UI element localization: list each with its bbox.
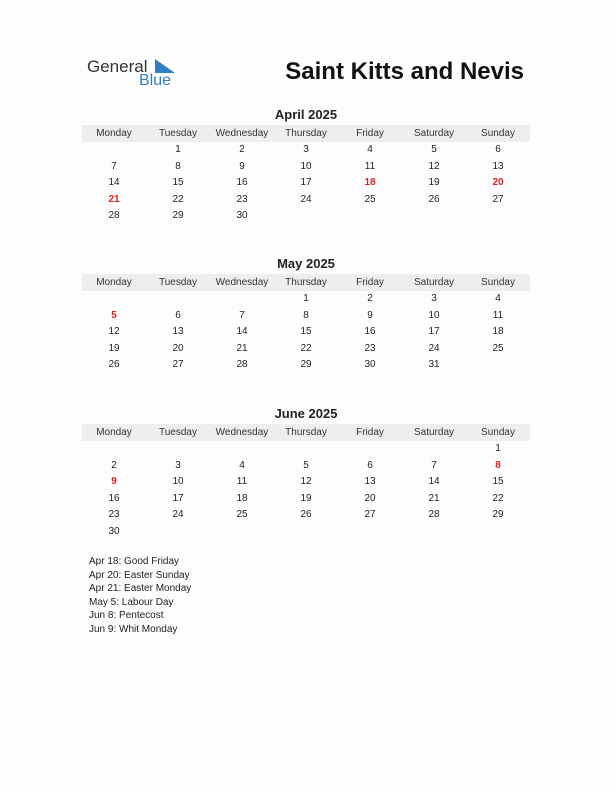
holiday-list [89, 555, 191, 636]
day-cell [466, 524, 530, 541]
day-cell [274, 524, 338, 541]
day-cell: 31 [428, 359, 440, 370]
day-cell [274, 441, 338, 458]
week-row [82, 491, 530, 508]
day-cell: 13 [492, 160, 504, 172]
holiday-item: Jun 8: Pentecost [89, 610, 164, 621]
day-cell: 6 [495, 144, 501, 155]
day-cell: 8 [495, 459, 501, 471]
day-cell: 27 [172, 359, 184, 370]
logo-text-blue: Blue [139, 72, 172, 89]
logo-text-general: General [87, 57, 148, 76]
day-cell: 25 [364, 193, 376, 205]
weekday-label: Monday [96, 128, 132, 139]
page-title: Saint Kitts and Nevis [285, 58, 524, 85]
day-cell: 15 [300, 326, 312, 337]
day-cell: 23 [236, 193, 248, 205]
weekday-label: Wednesday [215, 128, 269, 139]
day-cell: 17 [428, 326, 440, 337]
weekday-label: Thursday [285, 427, 327, 438]
holiday-item: Jun 9: Whit Monday [89, 623, 178, 635]
weekday-label: Saturday [413, 427, 455, 438]
holiday-item: May 5: Labour Day [89, 596, 174, 608]
weekday-header [82, 125, 530, 142]
day-cell [82, 441, 146, 458]
day-cell: 15 [492, 476, 504, 487]
month-title: April 2025 [274, 107, 338, 122]
day-cell: 14 [108, 177, 120, 188]
day-cell: 30 [108, 525, 120, 537]
week-row [82, 192, 530, 209]
month-title: June 2025 [274, 406, 338, 421]
day-cell: 14 [236, 326, 248, 337]
day-cell: 19 [428, 177, 440, 188]
day-cell: 21 [428, 492, 440, 504]
week-row [82, 507, 530, 524]
weekday-label: Friday [356, 277, 384, 288]
weekday-label: Sunday [481, 427, 515, 438]
day-cell: 29 [172, 210, 184, 221]
weekday-header [82, 274, 530, 291]
holiday-item: Apr 21: Easter Monday [89, 583, 192, 594]
day-cell: 1 [303, 293, 309, 304]
day-cell: 18 [492, 326, 504, 337]
day-cell: 26 [108, 359, 120, 370]
day-cell: 6 [175, 309, 181, 321]
day-cell [146, 524, 210, 541]
day-cell: 3 [303, 144, 309, 155]
day-cell: 7 [239, 309, 245, 321]
week-row [82, 324, 530, 341]
day-cell: 27 [492, 193, 504, 205]
day-cell: 5 [303, 459, 309, 471]
weekday-header [82, 424, 530, 441]
day-cell: 16 [108, 492, 120, 504]
weekday-label: Sunday [481, 277, 515, 288]
day-cell [82, 291, 146, 308]
week-row [82, 308, 530, 325]
day-cell: 22 [492, 492, 504, 504]
day-cell: 18 [236, 492, 248, 504]
week-row [82, 524, 530, 541]
day-cell: 3 [175, 459, 181, 471]
day-cell: 20 [364, 492, 376, 504]
day-cell: 4 [495, 293, 501, 304]
week-row [82, 441, 530, 458]
day-cell: 20 [492, 177, 504, 188]
day-cell: 16 [364, 326, 376, 337]
day-cell: 21 [108, 193, 120, 205]
day-cell: 1 [175, 144, 181, 155]
month-block [82, 406, 530, 540]
day-cell: 11 [492, 309, 504, 321]
day-cell: 25 [236, 509, 248, 520]
day-cell: 30 [364, 359, 376, 370]
month-title: May 2025 [277, 256, 335, 271]
weekday-label: Wednesday [215, 427, 269, 438]
weekday-label: Saturday [413, 128, 455, 139]
day-cell: 26 [428, 193, 440, 205]
day-cell: 12 [300, 476, 312, 487]
day-cell: 7 [431, 459, 437, 471]
day-cell: 16 [236, 177, 248, 188]
week-row [82, 208, 530, 225]
day-cell: 20 [172, 342, 184, 354]
day-cell [146, 291, 210, 308]
day-cell: 19 [108, 342, 120, 354]
day-cell: 23 [108, 509, 120, 520]
week-row [82, 159, 530, 176]
week-row [82, 357, 530, 374]
day-cell: 30 [236, 210, 248, 221]
day-cell [338, 208, 402, 225]
week-row [82, 474, 530, 491]
weekday-label: Tuesday [159, 427, 197, 438]
day-cell: 11 [236, 476, 248, 487]
day-cell: 17 [172, 492, 184, 504]
day-cell: 26 [300, 509, 312, 520]
day-cell: 2 [239, 144, 245, 155]
day-cell: 23 [364, 342, 376, 354]
day-cell: 12 [108, 326, 120, 337]
day-cell: 29 [300, 359, 312, 370]
day-cell: 19 [300, 492, 312, 504]
week-row [82, 175, 530, 192]
day-cell: 13 [172, 326, 184, 337]
day-cell: 9 [367, 309, 373, 321]
day-cell: 8 [303, 309, 309, 321]
day-cell [402, 441, 466, 458]
day-cell: 22 [300, 342, 312, 354]
day-cell: 4 [239, 459, 245, 471]
day-cell: 14 [428, 476, 440, 487]
day-cell [82, 142, 146, 159]
day-cell: 7 [111, 160, 117, 172]
day-cell: 28 [428, 509, 440, 520]
weekday-label: Tuesday [159, 128, 197, 139]
day-cell: 25 [492, 342, 504, 354]
holiday-item: Apr 18: Good Friday [89, 556, 180, 567]
month-block [82, 107, 530, 225]
weekday-label: Saturday [413, 277, 455, 288]
weekday-label: Friday [356, 427, 384, 438]
generalblue-logo [87, 55, 187, 95]
day-cell: 10 [428, 309, 440, 321]
day-cell: 11 [364, 160, 376, 172]
day-cell: 4 [367, 144, 373, 155]
day-cell: 17 [300, 177, 312, 188]
day-cell: 27 [364, 509, 376, 520]
day-cell: 28 [236, 359, 248, 370]
day-cell: 18 [364, 177, 376, 188]
holiday-item: Apr 20: Easter Sunday [89, 569, 190, 581]
day-cell: 6 [367, 459, 373, 471]
day-cell [210, 291, 274, 308]
week-row [82, 341, 530, 358]
weekday-label: Sunday [481, 128, 515, 139]
day-cell: 5 [111, 309, 117, 321]
weekday-label: Thursday [285, 277, 327, 288]
day-cell [466, 357, 530, 374]
day-cell: 24 [428, 342, 440, 354]
day-cell: 24 [300, 193, 312, 205]
weekday-label: Monday [96, 277, 132, 288]
day-cell: 9 [111, 476, 117, 487]
weekday-label: Tuesday [159, 277, 197, 288]
day-cell: 13 [364, 476, 376, 487]
week-row [82, 142, 530, 159]
day-cell: 5 [431, 144, 437, 155]
day-cell: 15 [172, 177, 184, 188]
day-cell: 2 [111, 459, 117, 471]
day-cell: 2 [367, 293, 373, 304]
day-cell: 9 [239, 160, 245, 172]
day-cell: 12 [428, 160, 440, 172]
day-cell: 10 [172, 476, 184, 487]
day-cell: 28 [108, 210, 120, 221]
weekday-label: Thursday [285, 128, 327, 139]
day-cell: 21 [236, 342, 248, 354]
day-cell: 8 [175, 160, 181, 172]
weekday-label: Monday [96, 427, 132, 438]
day-cell [210, 524, 274, 541]
weekday-label: Friday [356, 128, 384, 139]
day-cell: 22 [172, 193, 184, 205]
week-row [82, 458, 530, 475]
day-cell [402, 208, 466, 225]
day-cell [274, 208, 338, 225]
day-cell [338, 441, 402, 458]
day-cell: 29 [492, 509, 504, 520]
day-cell: 3 [431, 293, 437, 304]
day-cell [210, 441, 274, 458]
day-cell [146, 441, 210, 458]
day-cell: 1 [495, 443, 501, 454]
day-cell: 10 [300, 160, 312, 172]
day-cell [466, 208, 530, 225]
month-block [82, 256, 530, 374]
week-row [82, 291, 530, 308]
day-cell: 24 [172, 509, 184, 520]
weekday-label: Wednesday [215, 277, 269, 288]
day-cell [402, 524, 466, 541]
day-cell [338, 524, 402, 541]
